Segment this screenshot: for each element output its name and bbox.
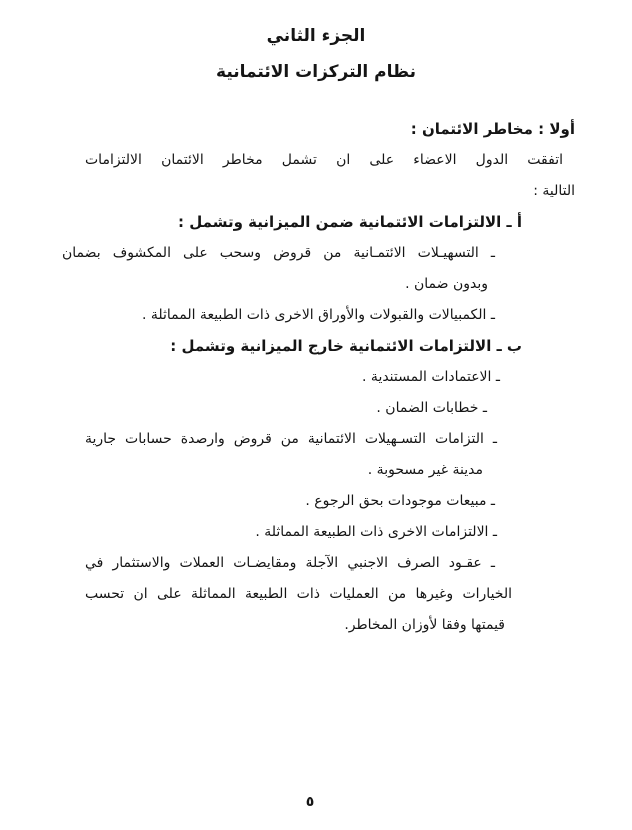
section-b-item1: ـ الاعتمادات المستندية . — [362, 369, 500, 385]
section-b-item6-line1: ـ عقـود الصرف الاجنبي الآجلة ومقايضـات العملات والاستثمار في — [85, 555, 495, 571]
intro-tail: التالية : — [533, 183, 575, 199]
section-a-item2: ـ الكمبيالات والقبولات والأوراق الاخرى ذات الطبيعة المماثلة . — [141, 307, 495, 323]
section-b-heading: ب ـ الالتزامات الائتمانية خارج الميزانية وتشمل : — [170, 337, 522, 355]
section-a-heading: أ ـ الالتزامات الائتمانية ضمن الميزانية وتشمل : — [178, 213, 522, 231]
section-a-item1-line1: ـ التسهيـلات الائتمـانية من قروض وسحب على المكشوف بضمان — [62, 245, 495, 261]
section-a-item1-line2: وبدون ضمان . — [405, 276, 488, 292]
page-number: ٥ — [305, 794, 315, 810]
section-b-item6-line2: الخيارات وغيرها من العمليات ذات الطبيعة المماثلة على ان تحسب — [85, 586, 512, 602]
section-b-item6-line3: قيمتها وفقا لأوزان المخاطر. — [344, 617, 505, 633]
first-heading: أولا : مخاطر الائتمان : — [410, 120, 575, 138]
title-block — [0, 0, 632, 90]
document-body — [60, 114, 575, 641]
section-b-item5: ـ الالتزامات الاخرى ذات الطبيعة المماثلة . — [255, 524, 497, 540]
section-b-item4: ـ مبيعات موجودات بحق الرجوع . — [305, 493, 495, 509]
section-b-item3-line1: ـ التزامات التسـهيلات الائتمانية من قروض وارصدة حسابات جارية — [85, 431, 497, 447]
intro-paragraph-line: اتفقت الدول الاعضاء على ان تشمل مخاطر الائتمان الالتزامات — [85, 152, 563, 168]
section-b-item2: ـ خطابات الضمان . — [376, 400, 487, 416]
section-b-item3-line2: مدينة غير مسحوبة . — [367, 462, 483, 478]
part-title: الجزء الثاني — [266, 26, 366, 46]
system-title: نظام التركزات الائتمانية — [216, 62, 416, 82]
